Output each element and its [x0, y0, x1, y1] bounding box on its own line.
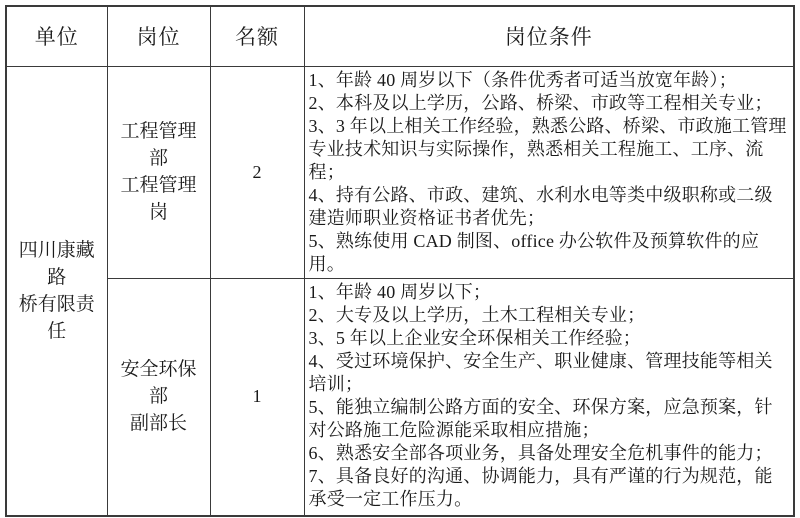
header-quota: 名额 — [210, 6, 304, 66]
condition-item: 3、5 年以上企业安全环保相关工作经验； — [308, 327, 641, 348]
header-position: 岗位 — [107, 6, 210, 66]
unit-name-line: 桥有限责任 — [18, 293, 95, 342]
condition-item: 2、大专及以上学历，土木工程相关专业； — [308, 304, 646, 325]
condition-item: 5、能独立编制公路方面的安全、环保方案，应急预案，针对公路施工危险源能采取相应措施； — [308, 396, 773, 440]
condition-item: 4、持有公路、市政、建筑、水利水电等类中级职称或二级建造师职业资格证书者优先； — [308, 184, 773, 228]
table-row-safety — [6, 278, 794, 516]
header-unit: 单位 — [6, 6, 107, 66]
position-cell — [107, 66, 210, 278]
condition-item: 3、3 年以上相关工作经验，熟悉公路、桥梁、市政施工管理专业技术知识与实际操作，熟悉相关工程施工、工序、流程； — [308, 115, 787, 182]
condition-item: 6、熟悉安全部各项业务，具备处理安全危机事件的能力； — [308, 442, 773, 463]
recruitment-table — [5, 5, 795, 517]
position-name-line: 工程管理部 — [120, 121, 197, 169]
condition-item: 1、年龄 40 周岁以下（条件优秀者可适当放宽年龄）； — [308, 69, 737, 90]
condition-item: 4、受过环境保护、安全生产、职业健康、管理技能等相关培训； — [308, 350, 773, 394]
condition-item: 7、具备良好的沟通、协调能力，具有严谨的行为规范，能承受一定工作压力。 — [308, 465, 773, 509]
header-conditions: 岗位条件 — [304, 6, 794, 66]
table-row-engineering — [6, 66, 794, 278]
position-name-line: 安全环保部 — [120, 359, 197, 408]
condition-item: 1、年龄 40 周岁以下； — [308, 281, 492, 302]
position-name-line: 副部长 — [129, 413, 187, 435]
conditions-cell — [304, 278, 794, 516]
quota-cell: 1 — [210, 278, 304, 516]
condition-item: 2、本科及以上学历，公路、桥梁、市政等工程相关专业； — [308, 92, 773, 113]
unit-name-line: 四川康藏路 — [18, 239, 95, 288]
quota-cell: 2 — [210, 66, 304, 278]
condition-item: 5、熟练使用 CAD 制图、office 办公软件及预算软件的应用。 — [308, 230, 760, 274]
table-header-row — [6, 6, 794, 66]
position-cell — [107, 278, 210, 516]
unit-cell — [6, 66, 107, 516]
position-name-line: 工程管理岗 — [120, 175, 197, 223]
conditions-cell — [304, 66, 794, 278]
